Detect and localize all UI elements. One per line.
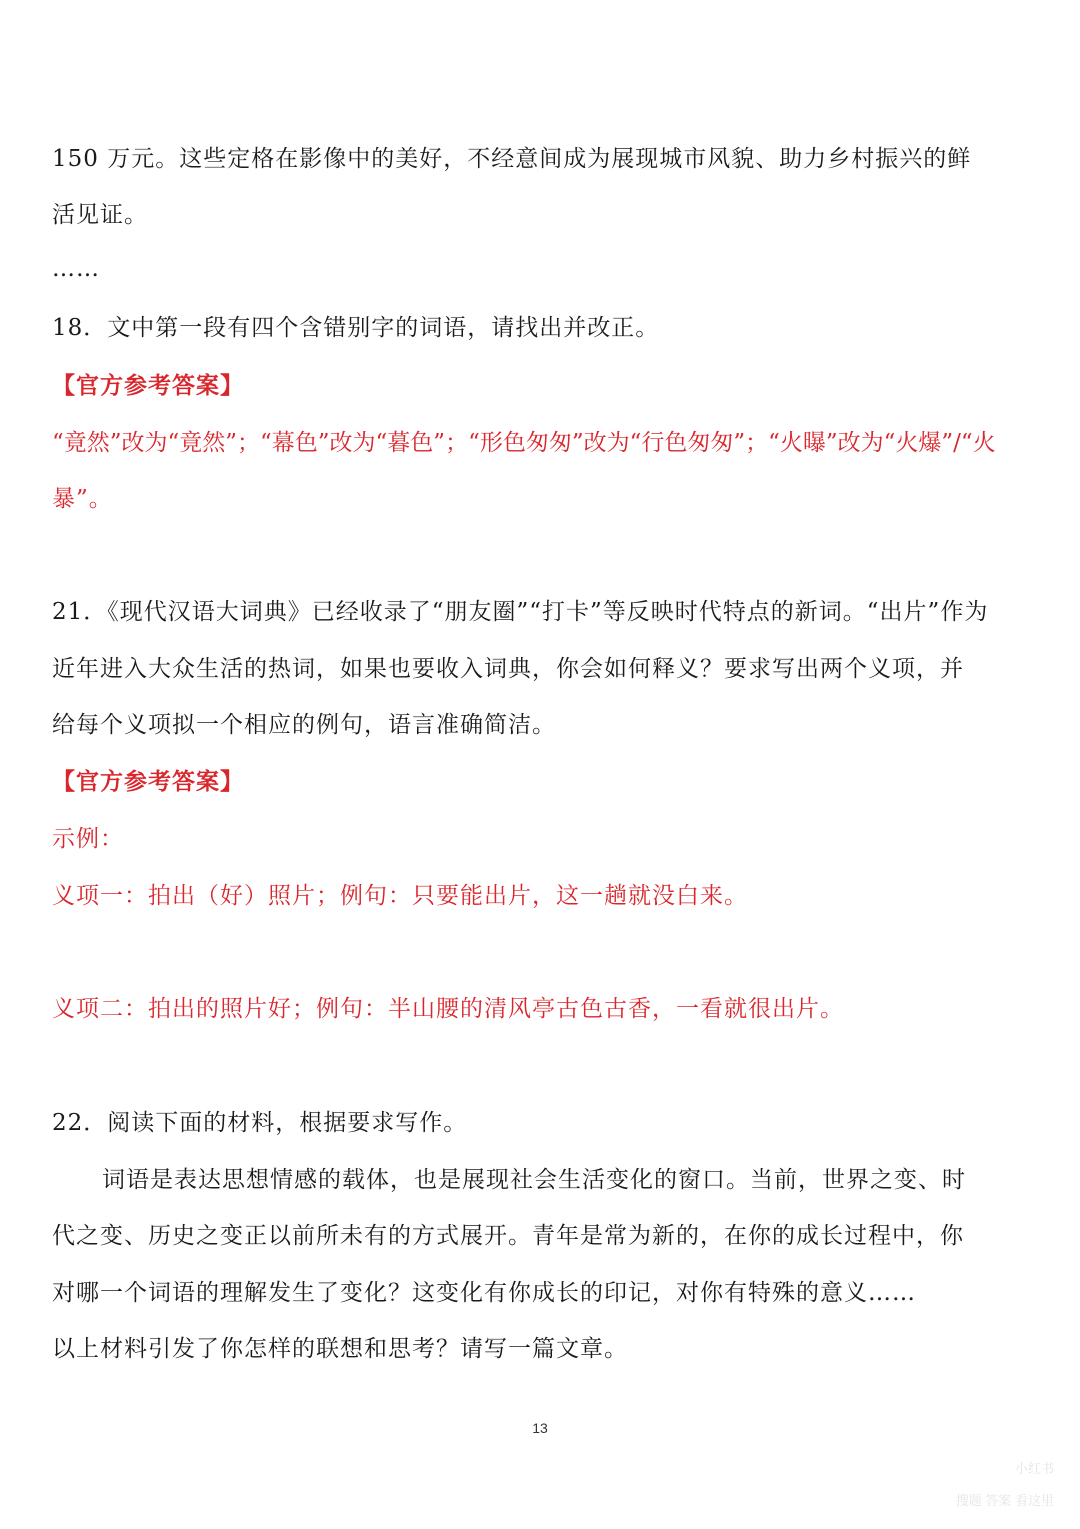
q21-question-line-1: 21．《现代汉语大词典》已经收录了“朋友圈”“打卡”等反映时代特点的新词。“出片”作为 <box>52 599 989 625</box>
q21-answer-heading: 【官方参考答案】 <box>52 768 244 795</box>
q18-answer-line-1: “竟然”改为“竟然”；“幕色”改为“暮色”；“形色匆匆”改为“行色匆匆”；“火曝”改为“火爆”/“火 <box>52 430 996 456</box>
q18-answer-line-2: 暴”。 <box>52 486 113 512</box>
q18-answer-heading: 【官方参考答案】 <box>52 372 244 399</box>
q21-question-line-3: 给每个义项拟一个相应的例句，语言准确简洁。 <box>52 712 556 738</box>
q21-example-label: 示例： <box>52 826 124 852</box>
q22-prompt: 以上材料引发了你怎样的联想和思考？请写一篇文章。 <box>52 1336 628 1362</box>
passage-ellipsis: …… <box>52 256 100 282</box>
watermark-logo: 小红书 <box>1014 1461 1054 1476</box>
q22-question: 22．阅读下面的材料，根据要求写作。 <box>52 1110 468 1136</box>
page-number: 13 <box>532 1420 548 1436</box>
watermark-text: 搜题 答案 看这里 <box>955 1493 1054 1508</box>
q22-material-line-2: 代之变、历史之变正以前所未有的方式展开。青年是常为新的，在你的成长过程中，你 <box>52 1223 964 1249</box>
passage-line-2: 活见证。 <box>52 202 148 228</box>
q21-question-line-2: 近年进入大众生活的热词，如果也要收入词典，你会如何释义？要求写出两个义项，并 <box>52 656 964 682</box>
q22-material-line-1: 词语是表达思想情感的载体，也是展现社会生活变化的窗口。当前，世界之变、时 <box>102 1167 966 1193</box>
q18-question: 18．文中第一段有四个含错别字的词语，请找出并改正。 <box>52 315 660 341</box>
q21-sense-1: 义项一：拍出（好）照片；例句：只要能出片，这一趟就没白来。 <box>52 883 748 909</box>
passage-line-1: 150 万元。这些定格在影像中的美好，不经意间成为展现城市风貌、助力乡村振兴的鲜 <box>52 146 972 172</box>
q21-sense-2: 义项二：拍出的照片好；例句：半山腰的清风亭古色古香，一看就很出片。 <box>52 996 844 1022</box>
q22-material-line-3: 对哪一个词语的理解发生了变化？这变化有你成长的印记，对你有特殊的意义…… <box>52 1280 916 1306</box>
